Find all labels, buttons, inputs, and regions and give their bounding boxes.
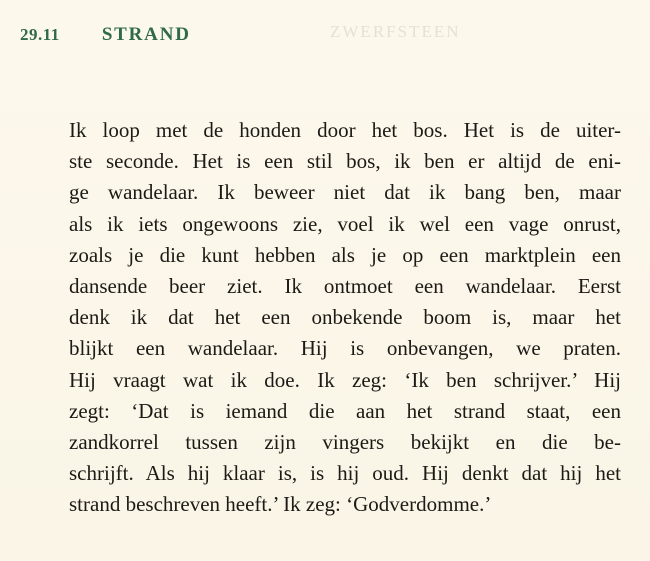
text-line: ste seconde. Het is een stil bos, ik ben er altijd de eni-	[69, 149, 621, 174]
text-line: zandkorrel tussen zijn vingers bekijkt en die be-	[69, 429, 621, 454]
page-number: 29.11	[20, 25, 60, 44]
text-line: dansende beer ziet. Ik ontmoet een wandelaar. Eerst	[69, 273, 621, 298]
text-line: zoals je die kunt hebben als je op een marktplein een	[69, 242, 621, 267]
text-line: Ik loop met de honden door het bos. Het is de uiter-	[69, 118, 621, 142]
text-line: Hij vraagt wat ik doe. Ik zeg: ‘Ik ben schrijver.’ Hij	[69, 367, 621, 392]
text-line: schrijft. Als hij klaar is, is hij oud. Hij denkt dat hij het	[69, 461, 621, 486]
bleed-through-text: ZWERFSTEEN	[330, 22, 461, 41]
text-line: blijkt een wandelaar. Hij is onbevangen, we praten.	[69, 336, 621, 361]
body-paragraph	[69, 115, 621, 520]
text-line: als ik iets ongewoons zie, voel ik wel een vage onrust,	[69, 211, 621, 236]
chapter-title: STRAND	[101, 24, 191, 45]
text-line: ge wandelaar. Ik beweer niet dat ik bang ben, maar	[69, 180, 621, 205]
running-head	[20, 24, 191, 46]
text-line: denk ik dat het een onbekende boom is, maar het	[69, 305, 621, 330]
text-line: zegt: ‘Dat is iemand die aan het strand staat, een	[69, 398, 621, 423]
text-line: strand beschreven heeft.’ Ik zeg: ‘Godverdomme.’	[69, 492, 492, 517]
